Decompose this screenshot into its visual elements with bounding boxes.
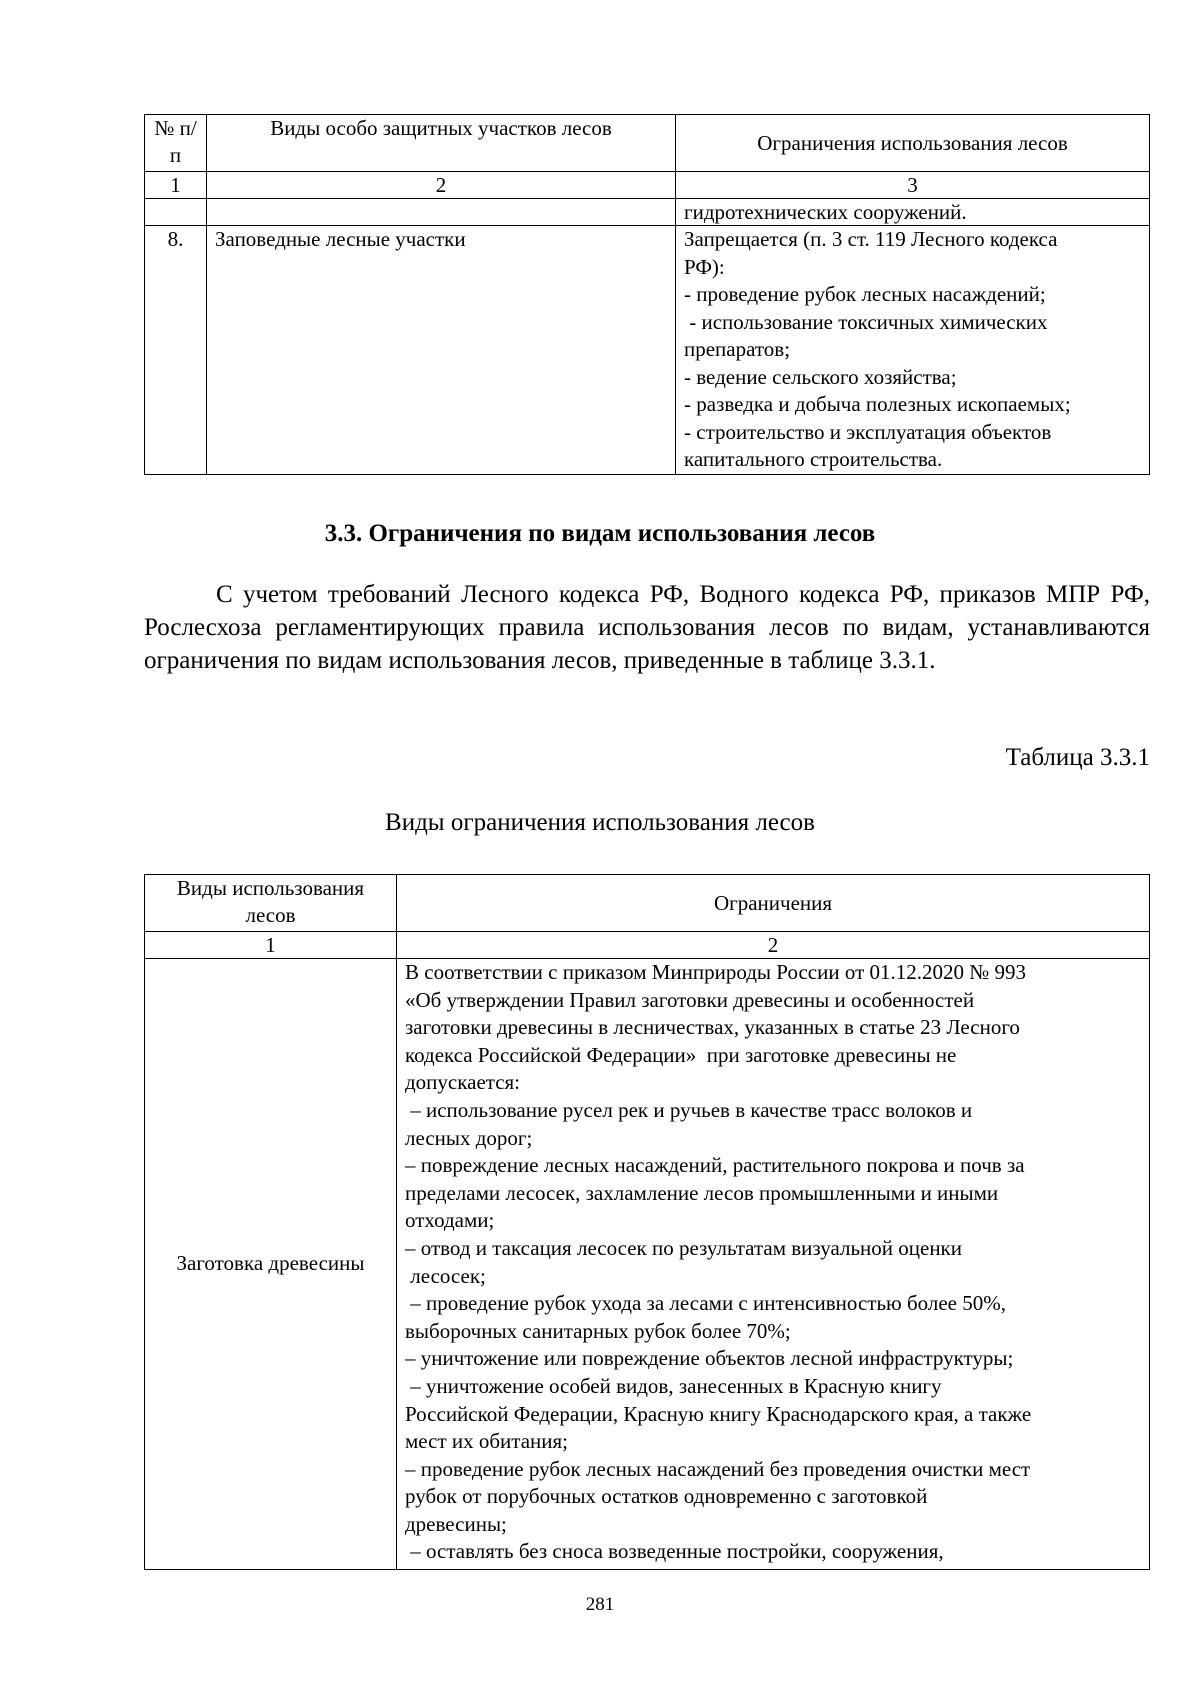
column-number: 1	[145, 932, 397, 959]
header-restrictions: Ограничения использования лесов	[676, 115, 1150, 172]
plot-type: Заповедные лесные участки	[207, 226, 676, 475]
restriction-line: – уничтожение особей видов, занесенных в Красную книгу	[405, 1373, 942, 1398]
restriction-line: - проведение рубок лесных насаждений;	[684, 282, 1046, 306]
empty-cell	[145, 199, 207, 226]
continued-text: гидротехнических сооружений.	[676, 199, 1150, 226]
restriction-line: лесных дорог;	[405, 1125, 533, 1150]
restriction-line: – повреждение лесных насаждений, растительного покрова и почв за	[405, 1153, 1025, 1178]
restriction-line: – уничтожение или повреждение объектов лесной инфраструктуры;	[405, 1346, 1014, 1371]
restriction-line: РФ):	[684, 254, 725, 279]
restriction-line: древесины;	[405, 1511, 507, 1536]
restriction-line: кодекса Российской Федерации» при заготовке древесины не	[405, 1042, 957, 1067]
empty-cell	[207, 199, 676, 226]
restriction-line: капитального строительства.	[684, 447, 943, 471]
restriction-line: – отвод и таксация лесосек по результатам визуальной оценки	[405, 1235, 962, 1260]
column-number: 2	[207, 172, 676, 199]
restriction-line: отходами;	[405, 1208, 495, 1233]
restrictions-cell	[397, 959, 1150, 1570]
restriction-line: допускается:	[405, 1070, 521, 1095]
table-row	[145, 959, 1150, 1570]
restriction-line: - строительство и эксплуатация объектов	[684, 419, 1052, 444]
restriction-line: – использование русел рек и ручьев в качестве трасс волоков и	[405, 1097, 973, 1122]
column-number: 3	[676, 172, 1150, 199]
restriction-line: «Об утверждении Правил заготовки древесины и особенностей	[405, 987, 975, 1012]
table-row	[145, 226, 1150, 475]
restriction-line: заготовки древесины в лесничествах, указанных в статье 23 Лесного	[405, 1015, 1020, 1040]
row-number: 8.	[145, 226, 207, 475]
header-use-type: Виды использования лесов	[145, 875, 397, 932]
restriction-line: препаратов;	[684, 337, 791, 361]
header-restrictions: Ограничения	[397, 875, 1150, 932]
restriction-line: выборочных санитарных рубок более 70%;	[405, 1318, 791, 1343]
table-number-label: Таблица 3.3.1	[1005, 744, 1150, 771]
table-caption: Виды ограничения использования лесов	[385, 809, 815, 836]
restriction-line: В соответствии с приказом Минприроды России от 01.12.2020 № 993	[405, 960, 1027, 984]
restriction-line: - разведка и добыча полезных ископаемых;	[684, 392, 1071, 416]
table-header-row	[145, 875, 1150, 932]
column-number: 2	[397, 932, 1150, 959]
header-plot-type: Виды особо защитных участков лесов	[207, 115, 676, 172]
restriction-line: пределами лесосек, захламление лесов промышленными и иными	[405, 1180, 999, 1205]
restriction-line: - ведение сельского хозяйства;	[684, 364, 957, 389]
intro-paragraph: С учетом требований Лесного кодекса РФ, Водного кодекса РФ, приказов МПР РФ, Рослесхоза регламентирующих правила использования лесов по видам, устанавливаются ограничения по видам использования лесов, приведенные в таблице 3.3.1.	[144, 581, 1150, 674]
restriction-line: рубок от порубочных остатков одновременно с заготовкой	[405, 1484, 928, 1509]
restriction-line: - использование токсичных химических	[684, 309, 1048, 334]
column-number-row	[145, 932, 1150, 959]
restriction-line: Российской Федерации, Красную книгу Краснодарского края, а также	[405, 1401, 1032, 1426]
restriction-line: – оставлять без сноса возведенные постройки, сооружения,	[405, 1539, 944, 1564]
page-number: 281	[585, 1594, 615, 1615]
forest-plots-table	[144, 114, 1150, 475]
restriction-line: мест их обитания;	[405, 1429, 569, 1454]
restriction-line: Запрещается (п. 3 ст. 119 Лесного кодекса	[684, 227, 1058, 251]
restriction-line: лесосек;	[405, 1263, 486, 1288]
section-heading: 3.3. Ограничения по видам использования лесов	[324, 520, 876, 547]
forest-use-restrictions-table	[144, 874, 1150, 1570]
table-header-row	[145, 115, 1150, 172]
use-type: Заготовка древесины	[145, 959, 397, 1570]
restriction-line: – проведение рубок лесных насаждений без проведения очистки мест	[405, 1456, 1031, 1481]
restriction-line: – проведение рубок ухода за лесами с интенсивностью более 50%,	[405, 1291, 1006, 1316]
restrictions-cell	[676, 226, 1150, 475]
table-row	[145, 199, 1150, 226]
column-number: 1	[145, 172, 207, 199]
header-number: № п/п	[145, 115, 207, 172]
column-number-row	[145, 172, 1150, 199]
